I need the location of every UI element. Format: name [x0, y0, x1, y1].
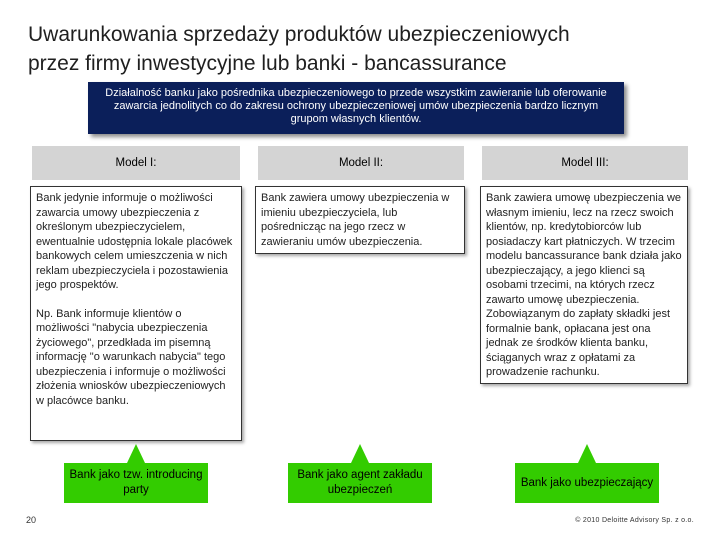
model-2-description	[255, 186, 465, 254]
title-line-2: przez firmy inwestycyjne lub banki - bancassurance	[28, 52, 507, 75]
model-3-heading: Model III:	[482, 146, 688, 180]
model-2-role: Bank jako agent zakładu ubezpieczeń	[288, 463, 432, 503]
model-3-role: Bank jako ubezpieczający	[515, 463, 659, 503]
model-3-paragraph-1: Bank zawiera umowę ubezpieczenia we własnym imieniu, lecz na rzecz swoich klientów, np. kredytobiorców lub posiadaczy kart płatniczych. W trzecim modelu bancassurance bank działa jako ubezpieczający, a jego klienci są osobami trzecimi, na których rzecz zawarto umowę ubezpieczenia. Zobowiązanym do zapłaty składki jest formalnie bank, opłacana jest ona jednak ze środków klienta banku, ściąganych wraz z opłatami za prowadzenie rachunku.	[486, 192, 682, 378]
definition-banner: Działalność banku jako pośrednika ubezpieczeniowego to przede wszystkim zawieranie lub oferowanie zawarcia jednolitych co do zakresu ochrony ubezpieczeniowej umów ubezpieczenia bardzo licznym grupom własnych klientów.	[88, 82, 624, 134]
model-2-heading: Model II:	[258, 146, 464, 180]
model-1-arrow-icon	[127, 444, 145, 463]
model-1-paragraph-1: Bank jedynie informuje o możliwości zawarcia umowy ubezpieczenia z określonym ubezpieczycielem, ewentualnie udostępnia lokale placówek bankowych celem umieszczenia w nich reklam ubezpieczyciela i pozostawienia jego prospektów.	[36, 192, 233, 291]
model-2-arrow-icon	[351, 444, 369, 463]
slide-title	[28, 20, 708, 78]
model-3-description	[480, 186, 688, 384]
model-2-paragraph-1: Bank zawiera umowy ubezpieczenia w imieniu ubezpieczyciela, lub pośrednicząc na jego rzecz w zawieraniu umów ubezpieczenia.	[261, 192, 450, 248]
model-1-paragraph-2: Np. Bank informuje klientów o możliwości "nabycia ubezpieczenia życiowego", przedkłada im pisemną informację "o warunkach nabycia" tego ubezpieczenia i informuje o możliwości złożenia wniosków ubezpieczeniowych w placówce banku.	[36, 307, 226, 407]
model-1-description	[30, 186, 242, 441]
page-number: 20	[26, 515, 37, 525]
model-1-heading: Model I:	[32, 146, 240, 180]
model-1-role: Bank jako tzw. introducing party	[64, 463, 208, 503]
copyright-notice: © 2010 Deloitte Advisory Sp. z o.o.	[575, 517, 694, 524]
model-3-arrow-icon	[578, 444, 596, 463]
title-line-1: Uwarunkowania sprzedaży produktów ubezpieczeniowych	[28, 23, 570, 46]
